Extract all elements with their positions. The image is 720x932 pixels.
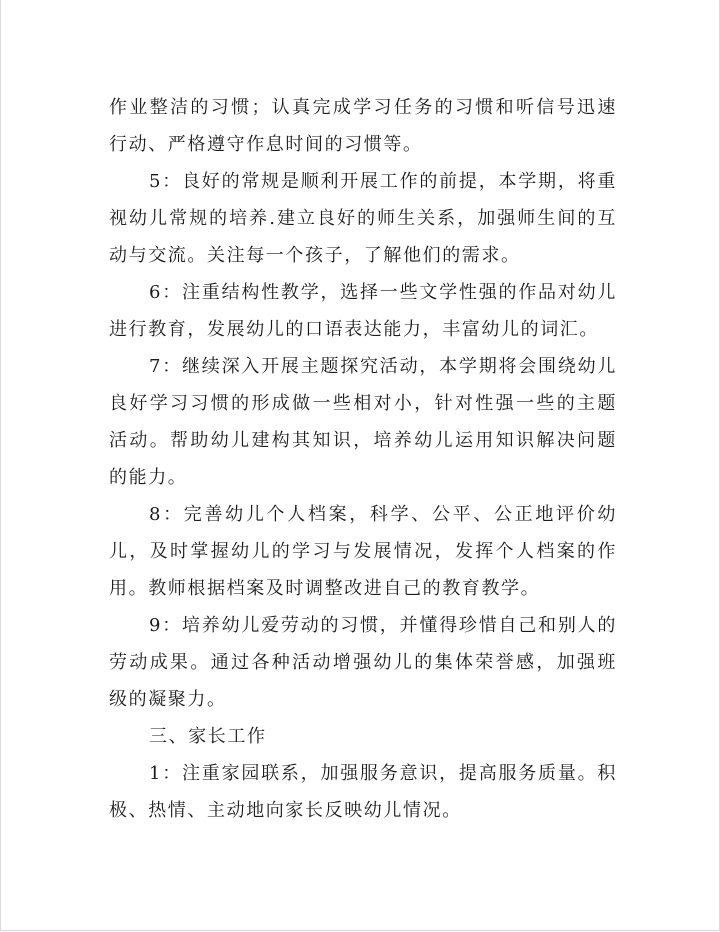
paragraph-item-5: 5：良好的常规是顺利开展工作的前提，本学期，将重视幼儿常规的培养.建立良好的师生关系，加强师生间的互动与交流。关注每一个孩子，了解他们的需求。 <box>109 171 617 266</box>
paragraph-item-7: 7：继续深入开展主题探究活动，本学期将会围绕幼儿良好学习习惯的形成做一些相对小，针对性强一些的主题活动。帮助幼儿建构其知识，培养幼儿运用知识解决问题的能力。 <box>109 356 617 488</box>
paragraph-continuation: 作业整洁的习惯；认真完成学习任务的习惯和听信号迅速行动、严格遵守作息时间的习惯等。 <box>109 97 617 155</box>
document-body <box>109 89 617 829</box>
paragraph-item-8: 8：完善幼儿个人档案，科学、公平、公正地评价幼儿，及时掌握幼儿的学习与发展情况，发挥个人档案的作用。教师根据档案及时调整改进自己的教育教学。 <box>109 504 617 599</box>
paragraph-item-9: 9：培养幼儿爱劳动的习惯，并懂得珍惜自己和别人的劳动成果。通过各种活动增强幼儿的集体荣誉感，加强班级的凝聚力。 <box>109 615 617 710</box>
section-heading-parent-work: 三、家长工作 <box>149 726 267 747</box>
paragraph-parent-item-1: 1：注重家园联系，加强服务意识，提高服务质量。积极、热情、主动地向家长反映幼儿情况。 <box>109 763 617 821</box>
paragraph-item-6: 6：注重结构性教学，选择一些文学性强的作品对幼儿进行教育，发展幼儿的口语表达能力，丰富幼儿的词汇。 <box>109 282 617 340</box>
